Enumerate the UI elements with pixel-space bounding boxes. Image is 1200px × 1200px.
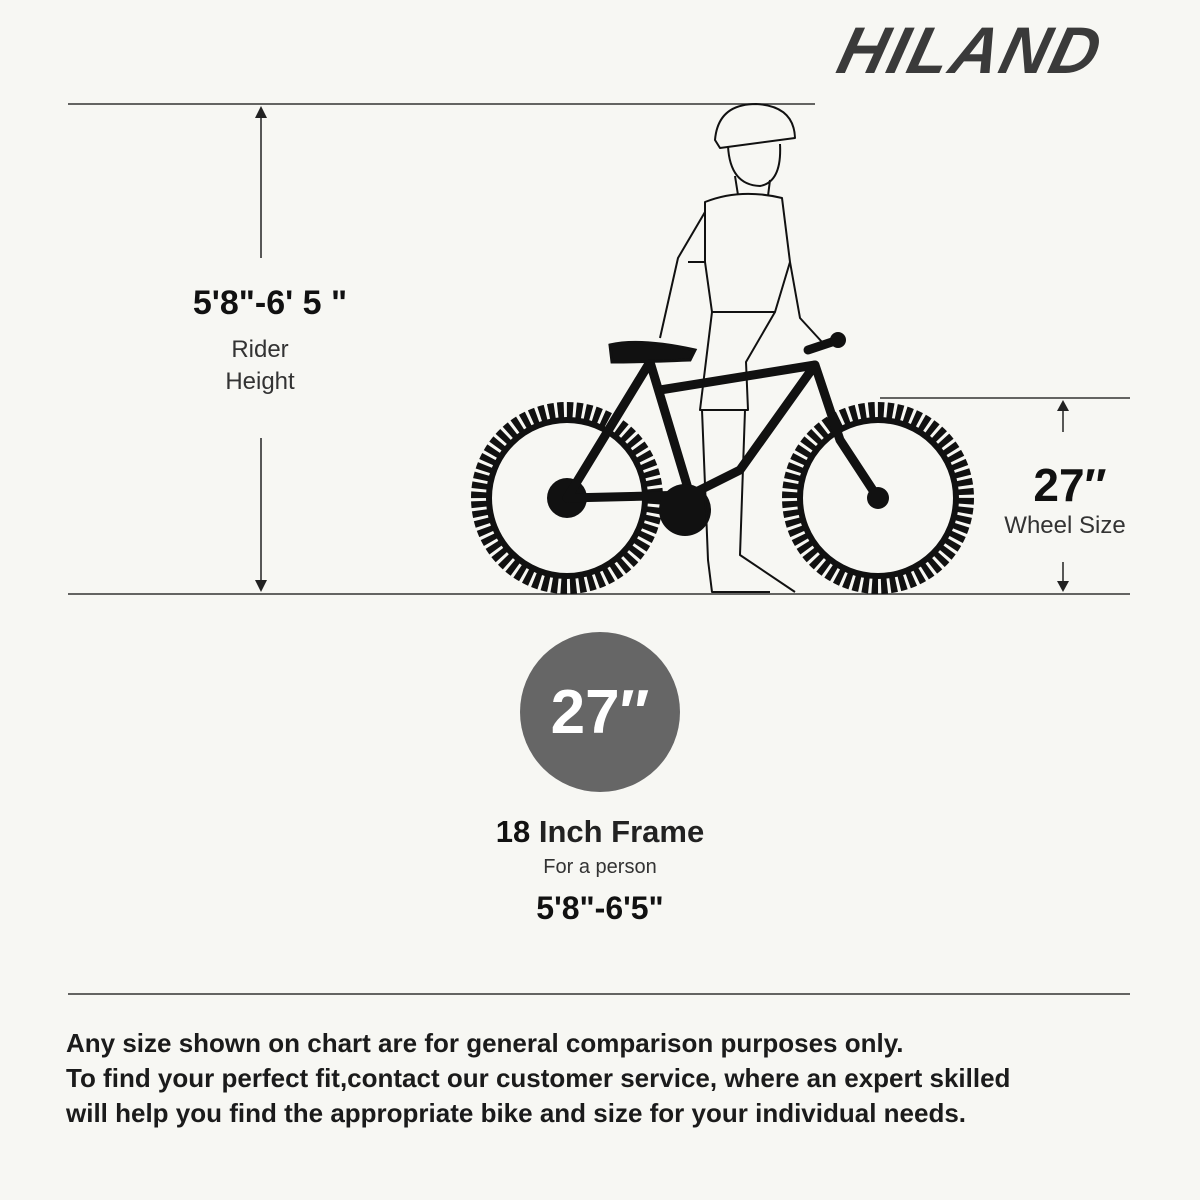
frame-subtitle: For a person bbox=[543, 856, 657, 878]
disclaimer-line2: To find your perfect fit,contact our customer service, where an expert skilled bbox=[66, 1063, 1011, 1093]
disclaimer bbox=[66, 1026, 1156, 1131]
rider-label-line2: Height bbox=[225, 368, 295, 395]
rider-label-line1: Rider bbox=[231, 336, 289, 363]
rider-height-range: 5'8"-6' 5 " bbox=[192, 284, 348, 322]
wheel-size-badge bbox=[520, 632, 680, 792]
rider-height-label bbox=[180, 334, 340, 398]
frame-number: 18 bbox=[495, 814, 531, 849]
frame-title-text: Inch Frame bbox=[530, 814, 705, 849]
brand-logo: HILAND bbox=[830, 13, 1111, 87]
wheel-size-label: Wheel Size bbox=[1004, 512, 1126, 539]
bicycle-icon bbox=[481, 332, 964, 584]
disclaimer-line1: Any size shown on chart are for general comparison purposes only. bbox=[66, 1028, 904, 1058]
frame-title bbox=[380, 814, 820, 850]
badge-value: 27″ bbox=[550, 677, 650, 747]
frame-height-range: 5'8"-6'5" bbox=[536, 890, 664, 926]
wheel-size-value: 27″ bbox=[1033, 459, 1107, 511]
disclaimer-line3: will help you find the appropriate bike and size for your individual needs. bbox=[66, 1098, 967, 1128]
